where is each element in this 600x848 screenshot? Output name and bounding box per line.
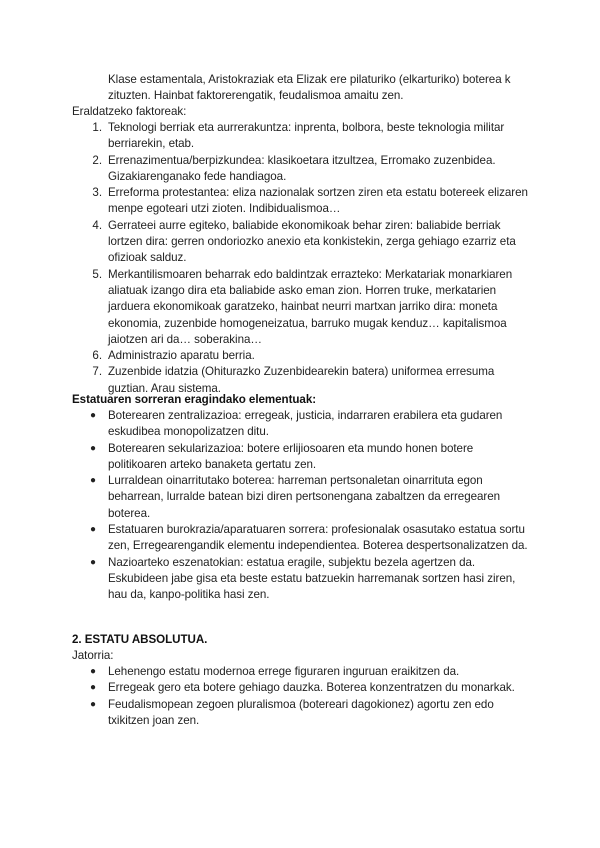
elementuak-list <box>90 408 528 604</box>
faktoreak-list <box>92 120 528 397</box>
bullet-icon: ● <box>90 475 96 487</box>
list-item: ● Nazioarteko eszenatokian: estatua eragile, subjektu bezela agertzen da. Eskubideen jabe gisa eta beste estatu batzuekin harremanak sortzen hasi ziren, hau da, kanpo-politika hasi zen. <box>90 555 516 602</box>
bullet-icon: ● <box>90 698 96 710</box>
intro-paragraph: Klase estamentala, Aristokraziak eta Elizak ere pilaturiko (elkarturiko) boterea k zituzten. Hainbat faktorerengatik, feudalismoa amaitu zen. <box>108 73 511 103</box>
list-item: 3. Erreforma protestantea: eliza nazionalak sortzen ziren eta estatu botereek elizaren menpe egoteari utzi zioten. Indibidualismoa… <box>92 186 528 216</box>
list-item: ● Erregeak gero eta botere gehiago dauzka. Boterea konzentratzen du monarkak. <box>108 680 528 696</box>
list-item: 1. Teknologi berriak eta aurrerakuntza: inprenta, bolbora, beste teknologia militar berriarekin, etab. <box>92 121 505 151</box>
list-item: ● Boterearen zentralizazioa: erregeak, justicia, indarraren erabilera eta gudaren eskudibea monopolizatzen ditu. <box>90 409 503 439</box>
list-item: 7. Zuzenbide idatzia (Ohiturazko Zuzenbidearekin batera) uniformea erresuma guztian. Arau sistema. <box>92 365 495 395</box>
bullet-icon: ● <box>90 556 96 568</box>
jatorria-label: Jatorria: <box>72 649 114 662</box>
bullet-icon: ● <box>90 524 96 536</box>
elementuak-heading: Estatuaren sorreran eragindako elementuak: <box>72 393 317 406</box>
list-item: 4. Gerrateei aurre egiteko, baliabide ekonomikoak behar ziren: baliabide berriak lortzen dira: gerren ondoriozko anexio eta konkistekin, zerga gehiago ezarriz eta ofizioak salduz. <box>92 218 516 265</box>
bullet-icon: ● <box>90 666 96 677</box>
section-title: 2. ESTATU ABSOLUTUA. <box>72 633 208 646</box>
bullet-icon: ● <box>90 410 96 421</box>
faktoreak-heading: Eraldatzeko faktoreak: <box>72 105 187 118</box>
list-item: 2. Errenazimentua/berpizkundea: klasikoetara itzultzea, Erromako zuzenbidea. Gizakiarenganako fede handiagoa. <box>92 153 496 183</box>
list-item: ● Lurraldean oinarritutako boterea: harreman pertsonaletan oinarrituta egon beharrean, lurralde batean bizi diren pertsonengana zabaltzen da erregearen boterea. <box>90 474 501 520</box>
list-item: ● Estatuaren burokrazia/aparatuaren sorrera: profesionalak osasutako estatua sortu zen, Erregearengandik elementu independientea. Boterea despertsonalizatzen da. <box>90 523 528 553</box>
list-item: ● Lehenengo estatu modernoa errege figuraren inguruan eraikitzen da. <box>108 664 528 680</box>
list-item: ● Boterearen sekularizazioa: botere erlijiosoaren eta mundo honen botere politikoaren arteko banaketa gertatu zen. <box>90 441 474 471</box>
bullet-icon: ● <box>90 442 96 454</box>
list-item: 6. Administrazio aparatu berria. <box>92 349 255 363</box>
list-item: ● Feudalismopean zegoen pluralismoa (botereari dagokionez) agortu zen edo txikitzen joan zen. <box>90 697 494 727</box>
jatorria-list <box>90 664 528 729</box>
list-item: 5. Merkantilismoaren beharrak edo baldintzak errazteko: Merkatariak monarkiaren aliatuak izango dira eta baliabide asko eman zion. Horren truke, merkatarien jarduera ekonomikoak garatzeko, hainbat neurri martxan jarriko dira: moneta ekonomia, zuzenbide homogeneizatua, barruko mugak kenduz… kapitalismoa jaiotzen ari da… soberakina… <box>92 267 513 346</box>
bullet-icon: ● <box>90 682 96 694</box>
